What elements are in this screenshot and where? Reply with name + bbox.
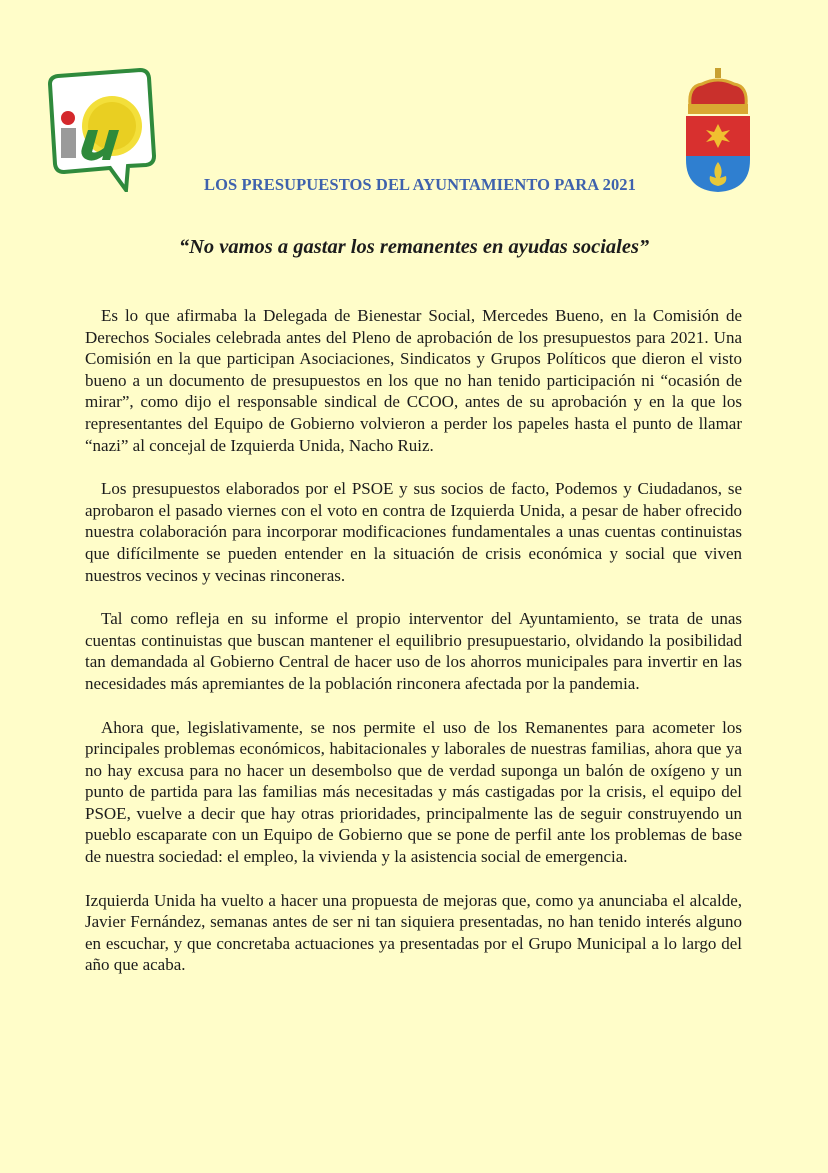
- paragraph-4: Ahora que, legislativamente, se nos permite el uso de los Remanentes para acometer los principales problemas económicos, habitacionales y laborales de nuestras familias, ahora que ya no hay excusa para no hacer un desembolso que de verdad suponga un balón de oxígeno y un punto de partida para las familias más necesitadas y más castigadas por la crisis, el equipo del PSOE, vuelve a decir que hay otras prioridades, principalmente las de seguir construyendo un pueblo escaparate con un Equipo de Gobierno que se pone de perfil ante los problemas de base de nuestra sociedad: el empleo, la vivienda y la asistencia social de emergencia.: [85, 717, 742, 867]
- paragraph-5: Izquierda Unida ha vuelto a hacer una propuesta de mejoras que, como ya anunciaba el alcalde, Javier Fernández, semanas antes de ser ni tan siquiera presentadas, no han tenido interés alguno en escuchar, y que concretaba actuaciones ya presentadas por el Grupo Municipal a lo largo del año que acaba.: [85, 890, 742, 975]
- paragraph-3: Tal como refleja en su informe el propio interventor del Ayuntamiento, se trata de unas cuentas continuistas que buscan mantener el equilibrio presupuestario, olvidando la posibilidad tan demandada al Gobierno Central de hacer uso de los ahorros municipales para invertir en las necesidades más apremiantes de la población rinconera afectada por la pandemia.: [85, 609, 742, 693]
- paragraph-2: Los presupuestos elaborados por el PSOE y sus socios de facto, Podemos y Ciudadanos, se aprobaron el pasado viernes con el voto en contra de Izquierda Unida, a pesar de haber ofrecido nuestra colaboración para incorporar modificaciones fundamentales a unas cuentas continuistas que difícilmente se pueden entender en la situación de crisis económica y social que viven nuestros vecinos y vecinas rinconeras.: [85, 479, 742, 585]
- article-body: [85, 305, 742, 998]
- paragraph-1: Es lo que afirmaba la Delegada de Bienestar Social, Mercedes Bueno, en la Comisión de Derechos Sociales celebrada antes del Pleno de aprobación de los presupuestos para 2021. Una Comisión en la que participan Asociaciones, Sindicatos y Grupos Políticos que dieron el visto bueno a un documento de presupuestos en los que no han tenido participación ni “ocasión de mirar”, como dijo el responsable sindical de CCOO, antes de su aprobación y en la que los representantes del Equipo de Gobierno volvieron a perder los papeles hasta el punto de llamar “nazi” al concejal de Izquierda Unida, Nacho Ruiz.: [85, 306, 742, 455]
- document-subtitle: “No vamos a gastar los remanentes en ayudas sociales”: [178, 236, 650, 258]
- coat-of-arms-logo: [682, 66, 754, 194]
- document-title: LOS PRESUPUESTOS DEL AYUNTAMIENTO PARA 2021: [203, 175, 637, 194]
- iu-logo: [48, 68, 158, 192]
